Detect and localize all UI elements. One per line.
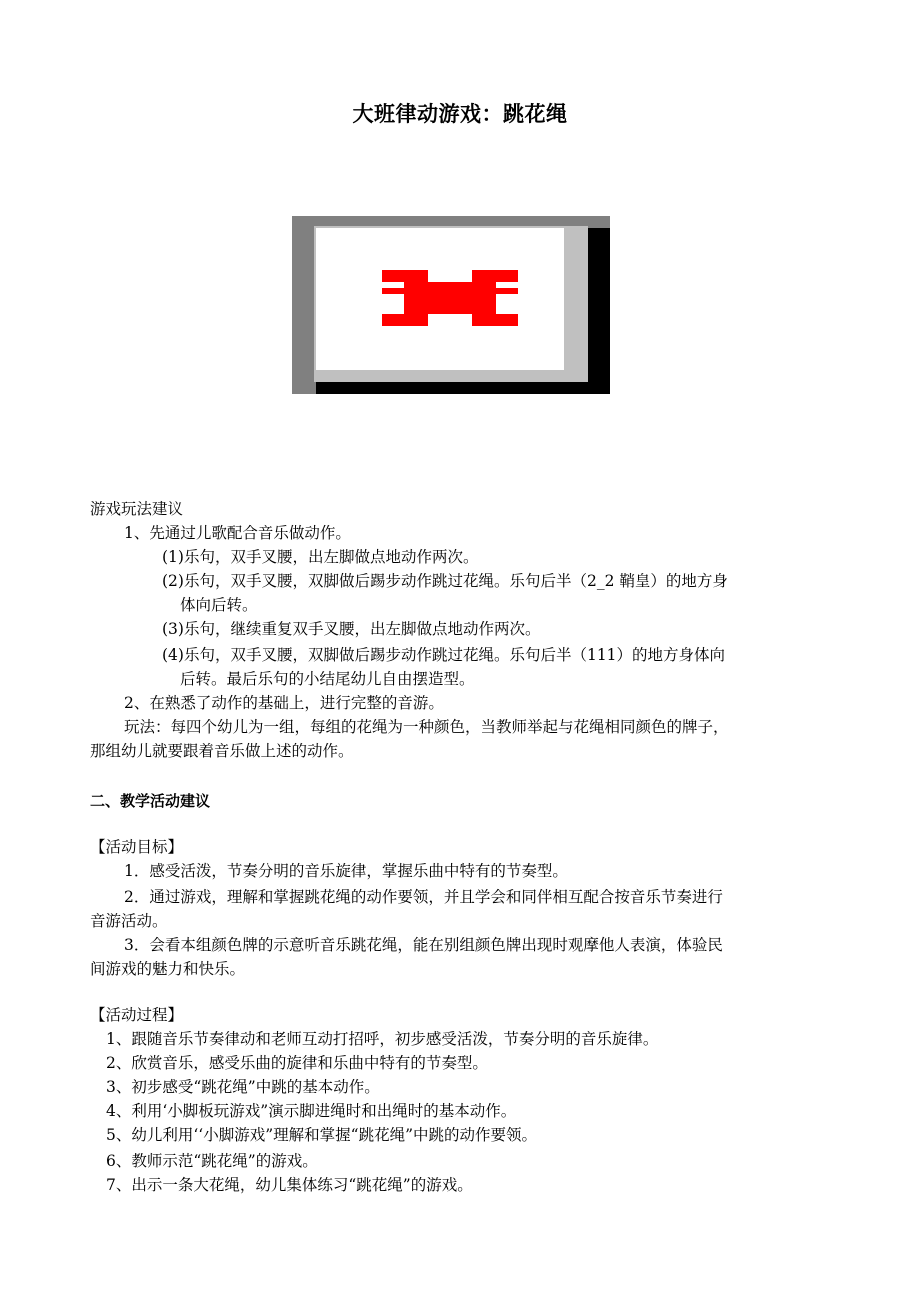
list-item-continuation: 体向后转。	[180, 596, 258, 614]
list-item: (1)乐句，双手叉腰，出左脚做点地动作两次。	[162, 548, 479, 566]
rope-top-right-bar	[472, 270, 518, 282]
rope-bottom-left-bar	[382, 314, 428, 326]
goal-item: 3．会看本组颜色牌的示意听音乐跳花绳，能在别组颜色牌出现时观摩他人表演，体验民	[124, 936, 723, 954]
goal-item-continuation: 音游活动。	[90, 912, 168, 930]
process-step: 6、教师示范“跳花绳”的游戏。	[106, 1152, 318, 1170]
subheading-goals: 【活动目标】	[90, 838, 184, 856]
goal-item: 1．感受活泼，节奏分明的音乐旋律，掌握乐曲中特有的节奏型。	[124, 862, 568, 880]
process-step: 1、跟随音乐节奏律动和老师互动打招呼，初步感受活泼，节奏分明的音乐旋律。	[106, 1030, 659, 1048]
list-item: (2)乐句，双手叉腰，双脚做后踢步动作跳过花绳。乐句后半（2_2 鞘皇）的地方身	[162, 572, 728, 590]
section-heading-gameplay: 游戏玩法建议	[90, 500, 184, 518]
subheading-process: 【活动过程】	[90, 1006, 184, 1024]
process-step: 7、出示一条大花绳，幼儿集体练习“跳花绳”的游戏。	[106, 1176, 473, 1194]
illustration-shadow	[588, 228, 610, 394]
illustration-bottom-shadow	[316, 382, 610, 394]
list-item: 2、在熟悉了动作的基础上，进行完整的音游。	[124, 694, 444, 712]
jump-rope-illustration	[292, 216, 610, 394]
list-item: 1、先通过儿歌配合音乐做动作。	[124, 524, 351, 542]
list-item-continuation: 后转。最后乐句的小结尾幼儿自由摆造型。	[180, 670, 475, 688]
rope-right-arm	[494, 288, 518, 294]
paragraph-line: 那组幼儿就要跟着音乐做上述的动作。	[90, 742, 354, 760]
list-item: (4)乐句，双手叉腰，双脚做后踢步动作跳过花绳。乐句后半（111）的地方身体向	[162, 646, 726, 664]
rope-bottom-right-bar	[472, 314, 518, 326]
process-step: 5、幼儿利用‘‘小脚游戏”理解和掌握“跳花绳”中跳的动作要领。	[106, 1126, 537, 1144]
paragraph-line: 玩法：每四个幼儿为一组，每组的花绳为一种颜色，当教师举起与花绳相同颜色的牌子，	[124, 718, 729, 736]
rope-left-arm	[382, 288, 406, 294]
process-step: 4、利用‘小脚板玩游戏”演示脚进绳时和出绳时的基本动作。	[106, 1102, 517, 1120]
process-step: 3、初步感受“跳花绳”中跳的基本动作。	[106, 1078, 380, 1096]
rope-center-block	[404, 282, 496, 314]
section-heading-teaching: 二、教学活动建议	[90, 792, 211, 810]
goal-item-continuation: 间游戏的魅力和快乐。	[90, 960, 246, 978]
rope-top-left-bar	[382, 270, 428, 282]
process-step: 2、欣赏音乐，感受乐曲的旋律和乐曲中特有的节奏型。	[106, 1054, 488, 1072]
goal-item: 2．通过游戏，理解和掌握跳花绳的动作要领，并且学会和同伴相互配合按音乐节奏进行	[124, 888, 723, 906]
page-title: 大班律动游戏：跳花绳	[352, 102, 568, 126]
list-item: (3)乐句，继续重复双手叉腰，出左脚做点地动作两次。	[162, 620, 541, 638]
